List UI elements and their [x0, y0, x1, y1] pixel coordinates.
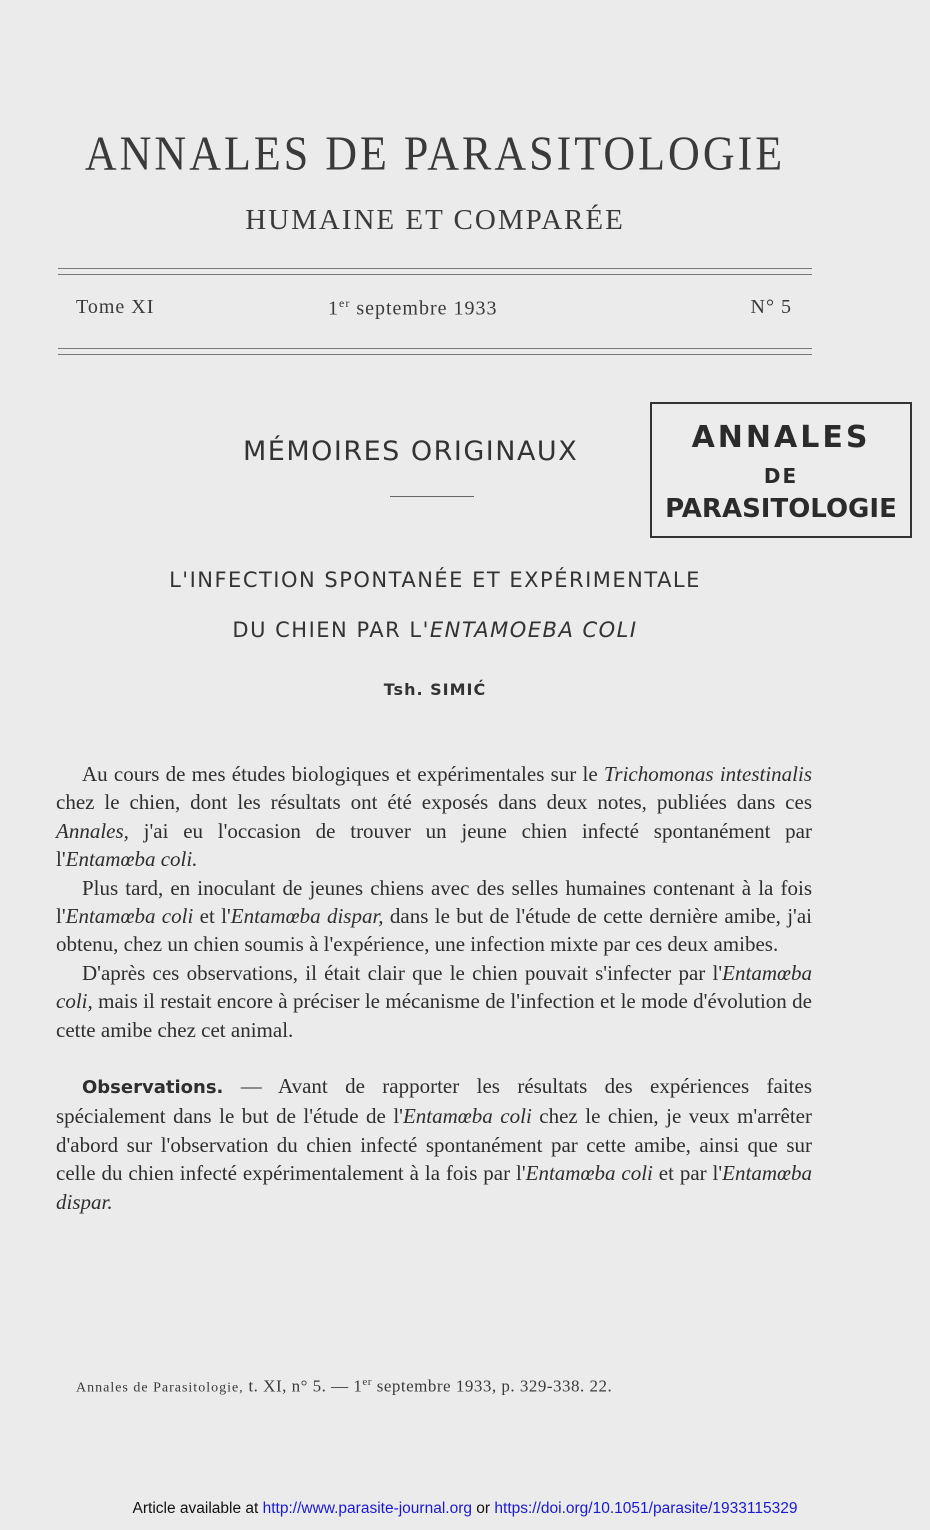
issue-number: N° 5 — [750, 296, 792, 318]
text-run: Au cours de mes études biologiques et expérimentales sur le — [82, 762, 604, 786]
italic-term: Entamœba dispar. — [56, 1161, 812, 1214]
article-title-line-2-prefix: DU CHIEN PAR L' — [232, 618, 430, 642]
italic-term: Entamœba coli, — [56, 960, 812, 1014]
section-divider — [390, 496, 474, 497]
footer-journal-name: Annales de Parasitologie, — [76, 1380, 244, 1396]
header-rule-top-2 — [58, 274, 812, 275]
section-heading: MÉMOIRES ORIGINAUX — [243, 436, 579, 467]
stamp-line-1: ANNALES — [691, 420, 871, 455]
text-run: chez le chien, dont les résultats ont été exposés dans deux notes, publiées dans ces — [56, 790, 812, 815]
tome-label: Tome XI — [76, 296, 155, 318]
body-paragraph-3 — [56, 959, 812, 1044]
text-run: chez le chien, je veux m'arrêter d'abord sur l'observation du chien infecté spontanément par cette amibe, ainsi que sur celle du chien infecté expérimentalement à la fois par l' — [56, 1104, 812, 1186]
header-rule-bottom-1 — [58, 348, 812, 349]
italic-term: Entamœba coli. — [65, 847, 198, 872]
body-paragraph-observations — [56, 1072, 812, 1216]
journal-link[interactable]: http://www.parasite-journal.org — [262, 1500, 472, 1517]
footer-citation-sup: er — [362, 1376, 372, 1388]
issue-info-row — [76, 296, 792, 326]
italic-term: Entamœba coli — [65, 904, 194, 929]
text-run: et par l' — [652, 1161, 723, 1186]
body-paragraph-1 — [56, 760, 812, 874]
stamp-line-2: DE — [763, 464, 799, 488]
italic-term: Annales, — [56, 818, 129, 843]
stamp-line-3: PARASITOLOGIE — [665, 494, 897, 524]
italic-term: Entamœba dispar, — [230, 904, 384, 929]
article-title-organism: ENTAMOEBA COLI — [429, 618, 638, 642]
issue-date-rest: septembre 1933 — [350, 297, 498, 320]
italic-term: Trichomonas intestinalis — [603, 762, 813, 786]
text-run: et l' — [193, 904, 231, 929]
article-availability-line — [0, 1500, 930, 1518]
text-run: — Avant de rapporter les résultats des expériences faites spécialement dans le but de l'étude de l' — [56, 1074, 812, 1129]
header-rule-bottom-2 — [58, 354, 812, 355]
text-run: j'ai eu l'occasion de trouver un jeune chien infecté spontanément par l' — [56, 818, 812, 872]
body-paragraph-2 — [56, 874, 812, 959]
availability-prefix: Article available at — [132, 1500, 263, 1517]
text-run: Plus tard, en inoculant de jeunes chiens avec des selles humaines contenant à la fois l' — [56, 875, 812, 929]
text-run: D'après ces observations, il était clair que le chien pouvait s'infecter par l' — [82, 960, 723, 985]
article-title-line-1: L'INFECTION SPONTANÉE ET EXPÉRIMENTALE — [169, 568, 701, 592]
article-author: Tsh. SIMIĆ — [383, 680, 487, 699]
availability-middle: or — [471, 1500, 495, 1517]
footer-citation-pages: septembre 1933, p. 329-338. 22. — [371, 1376, 613, 1396]
issue-date — [328, 296, 498, 321]
doi-link[interactable]: https://doi.org/10.1051/parasite/1933115329 — [494, 1500, 798, 1517]
italic-term: Entamœba coli — [525, 1161, 653, 1186]
issue-date-day: 1 — [328, 297, 339, 320]
header-rule-top-1 — [58, 268, 812, 269]
italic-term: Entamœba coli — [402, 1104, 532, 1129]
text-run: dans le but de l'étude de cette dernière amibe, j'ai obtenu, chez un chien soumis à l'expérience, une infection mixte par ces deux amibes. — [56, 904, 813, 957]
article-title-line-2 — [0, 618, 870, 642]
text-run: mais il restait encore à préciser le mécanisme de l'infection et le mode d'évolution de cette amibe chez cet animal. — [56, 989, 812, 1042]
journal-subtitle: HUMAINE ET COMPARÉE — [245, 204, 625, 236]
issue-date-sup: er — [339, 296, 351, 310]
journal-title: ANNALES DE PARASITOLOGIE — [84, 126, 786, 181]
observations-label: Observations. — [82, 1077, 224, 1099]
library-stamp — [650, 402, 912, 538]
footer-citation — [76, 1376, 812, 1397]
article-body — [56, 760, 812, 1216]
footer-citation-volume: t. XI, n° 5. — 1 — [243, 1376, 363, 1396]
